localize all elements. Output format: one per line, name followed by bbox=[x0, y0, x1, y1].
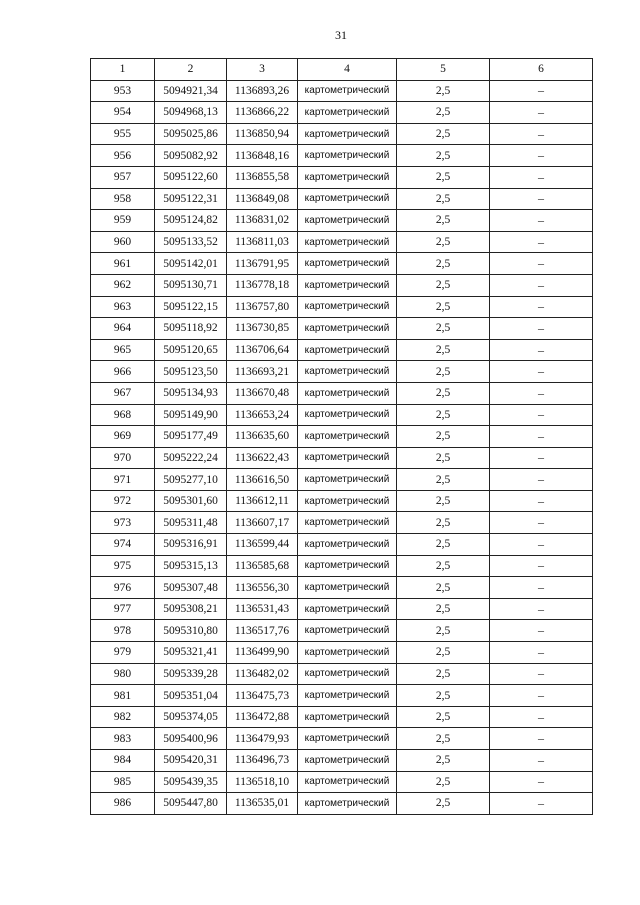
accuracy-cell: 2,5 bbox=[397, 512, 490, 534]
method-cell: картометрический bbox=[298, 577, 397, 599]
x-coordinate-cell: 5095025,86 bbox=[155, 123, 227, 145]
table-row bbox=[91, 469, 593, 491]
page-number: 31 bbox=[335, 28, 347, 42]
x-coordinate-cell: 5095134,93 bbox=[155, 382, 227, 404]
accuracy-cell: 2,5 bbox=[397, 123, 490, 145]
accuracy-cell: 2,5 bbox=[397, 620, 490, 642]
accuracy-cell: 2,5 bbox=[397, 577, 490, 599]
method-cell: картометрический bbox=[298, 361, 397, 383]
y-coordinate-cell: 1136866,22 bbox=[227, 102, 298, 124]
accuracy-cell: 2,5 bbox=[397, 210, 490, 232]
x-coordinate-cell: 5095315,13 bbox=[155, 555, 227, 577]
point-number-cell: 956 bbox=[91, 145, 155, 167]
point-number-cell: 955 bbox=[91, 123, 155, 145]
note-cell: – bbox=[490, 534, 593, 556]
table-row bbox=[91, 447, 593, 469]
method-cell: картометрический bbox=[298, 231, 397, 253]
note-cell: – bbox=[490, 750, 593, 772]
note-cell: – bbox=[490, 642, 593, 664]
table-row bbox=[91, 706, 593, 728]
point-number-cell: 970 bbox=[91, 447, 155, 469]
point-number-cell: 972 bbox=[91, 490, 155, 512]
table-row bbox=[91, 166, 593, 188]
table-row bbox=[91, 426, 593, 448]
table-row bbox=[91, 404, 593, 426]
accuracy-cell: 2,5 bbox=[397, 663, 490, 685]
y-coordinate-cell: 1136893,26 bbox=[227, 80, 298, 102]
accuracy-cell: 2,5 bbox=[397, 296, 490, 318]
point-number-cell: 960 bbox=[91, 231, 155, 253]
table-row bbox=[91, 210, 593, 232]
y-coordinate-cell: 1136531,43 bbox=[227, 598, 298, 620]
y-coordinate-cell: 1136479,93 bbox=[227, 728, 298, 750]
table-row bbox=[91, 728, 593, 750]
method-cell: картометрический bbox=[298, 771, 397, 793]
method-cell: картометрический bbox=[298, 318, 397, 340]
method-cell: картометрический bbox=[298, 534, 397, 556]
point-number-cell: 977 bbox=[91, 598, 155, 620]
table-header bbox=[91, 59, 593, 81]
table-row bbox=[91, 750, 593, 772]
method-cell: картометрический bbox=[298, 728, 397, 750]
method-cell: картометрический bbox=[298, 512, 397, 534]
x-coordinate-cell: 5095339,28 bbox=[155, 663, 227, 685]
accuracy-cell: 2,5 bbox=[397, 361, 490, 383]
header-row bbox=[91, 59, 593, 81]
y-coordinate-cell: 1136850,94 bbox=[227, 123, 298, 145]
note-cell: – bbox=[490, 469, 593, 491]
note-cell: – bbox=[490, 598, 593, 620]
y-coordinate-cell: 1136757,80 bbox=[227, 296, 298, 318]
note-cell: – bbox=[490, 102, 593, 124]
y-coordinate-cell: 1136791,95 bbox=[227, 253, 298, 275]
note-cell: – bbox=[490, 447, 593, 469]
accuracy-cell: 2,5 bbox=[397, 166, 490, 188]
y-coordinate-cell: 1136556,30 bbox=[227, 577, 298, 599]
method-cell: картометрический bbox=[298, 426, 397, 448]
method-cell: картометрический bbox=[298, 145, 397, 167]
x-coordinate-cell: 5095400,96 bbox=[155, 728, 227, 750]
note-cell: – bbox=[490, 426, 593, 448]
note-cell: – bbox=[490, 318, 593, 340]
table-row bbox=[91, 123, 593, 145]
accuracy-cell: 2,5 bbox=[397, 793, 490, 815]
x-coordinate-cell: 5095351,04 bbox=[155, 685, 227, 707]
method-cell: картометрический bbox=[298, 404, 397, 426]
table-row bbox=[91, 231, 593, 253]
accuracy-cell: 2,5 bbox=[397, 598, 490, 620]
accuracy-cell: 2,5 bbox=[397, 426, 490, 448]
point-number-cell: 957 bbox=[91, 166, 155, 188]
accuracy-cell: 2,5 bbox=[397, 750, 490, 772]
point-number-cell: 964 bbox=[91, 318, 155, 340]
method-cell: картометрический bbox=[298, 296, 397, 318]
point-number-cell: 975 bbox=[91, 555, 155, 577]
point-number-cell: 984 bbox=[91, 750, 155, 772]
x-coordinate-cell: 5095308,21 bbox=[155, 598, 227, 620]
y-coordinate-cell: 1136607,17 bbox=[227, 512, 298, 534]
note-cell: – bbox=[490, 253, 593, 275]
note-cell: – bbox=[490, 490, 593, 512]
y-coordinate-cell: 1136585,68 bbox=[227, 555, 298, 577]
accuracy-cell: 2,5 bbox=[397, 685, 490, 707]
table-row bbox=[91, 490, 593, 512]
note-cell: – bbox=[490, 296, 593, 318]
note-cell: – bbox=[490, 663, 593, 685]
table-row bbox=[91, 296, 593, 318]
method-cell: картометрический bbox=[298, 123, 397, 145]
y-coordinate-cell: 1136499,90 bbox=[227, 642, 298, 664]
y-coordinate-cell: 1136855,58 bbox=[227, 166, 298, 188]
method-cell: картометрический bbox=[298, 469, 397, 491]
method-cell: картометрический bbox=[298, 166, 397, 188]
accuracy-cell: 2,5 bbox=[397, 102, 490, 124]
method-cell: картометрический bbox=[298, 598, 397, 620]
y-coordinate-cell: 1136778,18 bbox=[227, 274, 298, 296]
method-cell: картометрический bbox=[298, 706, 397, 728]
note-cell: – bbox=[490, 166, 593, 188]
table-row bbox=[91, 663, 593, 685]
y-coordinate-cell: 1136670,48 bbox=[227, 382, 298, 404]
table-row bbox=[91, 793, 593, 815]
y-coordinate-cell: 1136482,02 bbox=[227, 663, 298, 685]
accuracy-cell: 2,5 bbox=[397, 728, 490, 750]
point-number-cell: 962 bbox=[91, 274, 155, 296]
table-row bbox=[91, 102, 593, 124]
note-cell: – bbox=[490, 512, 593, 534]
point-number-cell: 981 bbox=[91, 685, 155, 707]
header-cell-col1: 1 bbox=[91, 59, 155, 81]
table-row bbox=[91, 188, 593, 210]
point-number-cell: 976 bbox=[91, 577, 155, 599]
accuracy-cell: 2,5 bbox=[397, 188, 490, 210]
y-coordinate-cell: 1136622,43 bbox=[227, 447, 298, 469]
accuracy-cell: 2,5 bbox=[397, 771, 490, 793]
method-cell: картометрический bbox=[298, 188, 397, 210]
point-number-cell: 973 bbox=[91, 512, 155, 534]
point-number-cell: 954 bbox=[91, 102, 155, 124]
point-number-cell: 983 bbox=[91, 728, 155, 750]
table-row bbox=[91, 598, 593, 620]
y-coordinate-cell: 1136535,01 bbox=[227, 793, 298, 815]
y-coordinate-cell: 1136517,76 bbox=[227, 620, 298, 642]
note-cell: – bbox=[490, 231, 593, 253]
point-number-cell: 978 bbox=[91, 620, 155, 642]
table-row bbox=[91, 253, 593, 275]
x-coordinate-cell: 5094968,13 bbox=[155, 102, 227, 124]
method-cell: картометрический bbox=[298, 447, 397, 469]
y-coordinate-cell: 1136811,03 bbox=[227, 231, 298, 253]
y-coordinate-cell: 1136706,64 bbox=[227, 339, 298, 361]
method-cell: картометрический bbox=[298, 274, 397, 296]
note-cell: – bbox=[490, 728, 593, 750]
table-row bbox=[91, 274, 593, 296]
x-coordinate-cell: 5095123,50 bbox=[155, 361, 227, 383]
table-row bbox=[91, 685, 593, 707]
y-coordinate-cell: 1136599,44 bbox=[227, 534, 298, 556]
header-cell-col6: 6 bbox=[490, 59, 593, 81]
x-coordinate-cell: 5095130,71 bbox=[155, 274, 227, 296]
header-cell-col2: 2 bbox=[155, 59, 227, 81]
table-row bbox=[91, 339, 593, 361]
accuracy-cell: 2,5 bbox=[397, 534, 490, 556]
accuracy-cell: 2,5 bbox=[397, 642, 490, 664]
accuracy-cell: 2,5 bbox=[397, 274, 490, 296]
y-coordinate-cell: 1136472,88 bbox=[227, 706, 298, 728]
method-cell: картометрический bbox=[298, 620, 397, 642]
method-cell: картометрический bbox=[298, 339, 397, 361]
point-number-cell: 967 bbox=[91, 382, 155, 404]
point-number-cell: 959 bbox=[91, 210, 155, 232]
method-cell: картометрический bbox=[298, 490, 397, 512]
point-number-cell: 953 bbox=[91, 80, 155, 102]
note-cell: – bbox=[490, 361, 593, 383]
table-row bbox=[91, 577, 593, 599]
point-number-cell: 971 bbox=[91, 469, 155, 491]
x-coordinate-cell: 5095122,31 bbox=[155, 188, 227, 210]
y-coordinate-cell: 1136831,02 bbox=[227, 210, 298, 232]
x-coordinate-cell: 5095082,92 bbox=[155, 145, 227, 167]
note-cell: – bbox=[490, 793, 593, 815]
note-cell: – bbox=[490, 620, 593, 642]
method-cell: картометрический bbox=[298, 750, 397, 772]
method-cell: картометрический bbox=[298, 210, 397, 232]
note-cell: – bbox=[490, 382, 593, 404]
x-coordinate-cell: 5095149,90 bbox=[155, 404, 227, 426]
note-cell: – bbox=[490, 771, 593, 793]
y-coordinate-cell: 1136518,10 bbox=[227, 771, 298, 793]
note-cell: – bbox=[490, 404, 593, 426]
accuracy-cell: 2,5 bbox=[397, 318, 490, 340]
y-coordinate-cell: 1136635,60 bbox=[227, 426, 298, 448]
y-coordinate-cell: 1136693,21 bbox=[227, 361, 298, 383]
point-number-cell: 958 bbox=[91, 188, 155, 210]
x-coordinate-cell: 5095222,24 bbox=[155, 447, 227, 469]
table-row bbox=[91, 555, 593, 577]
method-cell: картометрический bbox=[298, 793, 397, 815]
x-coordinate-cell: 5095120,65 bbox=[155, 339, 227, 361]
point-number-cell: 966 bbox=[91, 361, 155, 383]
point-number-cell: 965 bbox=[91, 339, 155, 361]
note-cell: – bbox=[490, 555, 593, 577]
point-number-cell: 985 bbox=[91, 771, 155, 793]
method-cell: картометрический bbox=[298, 685, 397, 707]
y-coordinate-cell: 1136475,73 bbox=[227, 685, 298, 707]
accuracy-cell: 2,5 bbox=[397, 706, 490, 728]
point-number-cell: 980 bbox=[91, 663, 155, 685]
note-cell: – bbox=[490, 685, 593, 707]
table-row bbox=[91, 620, 593, 642]
table-row bbox=[91, 361, 593, 383]
point-number-cell: 974 bbox=[91, 534, 155, 556]
y-coordinate-cell: 1136653,24 bbox=[227, 404, 298, 426]
coordinates-table bbox=[90, 58, 593, 815]
accuracy-cell: 2,5 bbox=[397, 404, 490, 426]
x-coordinate-cell: 5095374,05 bbox=[155, 706, 227, 728]
note-cell: – bbox=[490, 274, 593, 296]
x-coordinate-cell: 5095142,01 bbox=[155, 253, 227, 275]
accuracy-cell: 2,5 bbox=[397, 253, 490, 275]
method-cell: картометрический bbox=[298, 102, 397, 124]
point-number-cell: 963 bbox=[91, 296, 155, 318]
point-number-cell: 979 bbox=[91, 642, 155, 664]
y-coordinate-cell: 1136496,73 bbox=[227, 750, 298, 772]
x-coordinate-cell: 5095321,41 bbox=[155, 642, 227, 664]
table-row bbox=[91, 771, 593, 793]
x-coordinate-cell: 5095316,91 bbox=[155, 534, 227, 556]
table-row bbox=[91, 512, 593, 534]
accuracy-cell: 2,5 bbox=[397, 490, 490, 512]
note-cell: – bbox=[490, 339, 593, 361]
table-row bbox=[91, 318, 593, 340]
note-cell: – bbox=[490, 80, 593, 102]
y-coordinate-cell: 1136612,11 bbox=[227, 490, 298, 512]
accuracy-cell: 2,5 bbox=[397, 555, 490, 577]
table-row bbox=[91, 642, 593, 664]
method-cell: картометрический bbox=[298, 382, 397, 404]
note-cell: – bbox=[490, 188, 593, 210]
note-cell: – bbox=[490, 706, 593, 728]
accuracy-cell: 2,5 bbox=[397, 339, 490, 361]
table-row bbox=[91, 145, 593, 167]
method-cell: картометрический bbox=[298, 253, 397, 275]
x-coordinate-cell: 5095122,15 bbox=[155, 296, 227, 318]
x-coordinate-cell: 5095118,92 bbox=[155, 318, 227, 340]
y-coordinate-cell: 1136849,08 bbox=[227, 188, 298, 210]
accuracy-cell: 2,5 bbox=[397, 469, 490, 491]
note-cell: – bbox=[490, 145, 593, 167]
x-coordinate-cell: 5095301,60 bbox=[155, 490, 227, 512]
accuracy-cell: 2,5 bbox=[397, 231, 490, 253]
header-cell-col5: 5 bbox=[397, 59, 490, 81]
point-number-cell: 982 bbox=[91, 706, 155, 728]
x-coordinate-cell: 5095122,60 bbox=[155, 166, 227, 188]
method-cell: картометрический bbox=[298, 663, 397, 685]
x-coordinate-cell: 5095177,49 bbox=[155, 426, 227, 448]
x-coordinate-cell: 5095124,82 bbox=[155, 210, 227, 232]
y-coordinate-cell: 1136730,85 bbox=[227, 318, 298, 340]
x-coordinate-cell: 5095447,80 bbox=[155, 793, 227, 815]
accuracy-cell: 2,5 bbox=[397, 80, 490, 102]
table-row bbox=[91, 534, 593, 556]
table-row bbox=[91, 382, 593, 404]
note-cell: – bbox=[490, 577, 593, 599]
x-coordinate-cell: 5094921,34 bbox=[155, 80, 227, 102]
point-number-cell: 961 bbox=[91, 253, 155, 275]
y-coordinate-cell: 1136848,16 bbox=[227, 145, 298, 167]
note-cell: – bbox=[490, 210, 593, 232]
table-body bbox=[91, 80, 593, 814]
point-number-cell: 969 bbox=[91, 426, 155, 448]
method-cell: картометрический bbox=[298, 642, 397, 664]
accuracy-cell: 2,5 bbox=[397, 145, 490, 167]
point-number-cell: 986 bbox=[91, 793, 155, 815]
x-coordinate-cell: 5095439,35 bbox=[155, 771, 227, 793]
point-number-cell: 968 bbox=[91, 404, 155, 426]
table-row bbox=[91, 80, 593, 102]
method-cell: картометрический bbox=[298, 80, 397, 102]
x-coordinate-cell: 5095311,48 bbox=[155, 512, 227, 534]
x-coordinate-cell: 5095310,80 bbox=[155, 620, 227, 642]
accuracy-cell: 2,5 bbox=[397, 382, 490, 404]
x-coordinate-cell: 5095133,52 bbox=[155, 231, 227, 253]
y-coordinate-cell: 1136616,50 bbox=[227, 469, 298, 491]
header-cell-col3: 3 bbox=[227, 59, 298, 81]
accuracy-cell: 2,5 bbox=[397, 447, 490, 469]
x-coordinate-cell: 5095420,31 bbox=[155, 750, 227, 772]
note-cell: – bbox=[490, 123, 593, 145]
x-coordinate-cell: 5095277,10 bbox=[155, 469, 227, 491]
method-cell: картометрический bbox=[298, 555, 397, 577]
x-coordinate-cell: 5095307,48 bbox=[155, 577, 227, 599]
header-cell-col4: 4 bbox=[298, 59, 397, 81]
